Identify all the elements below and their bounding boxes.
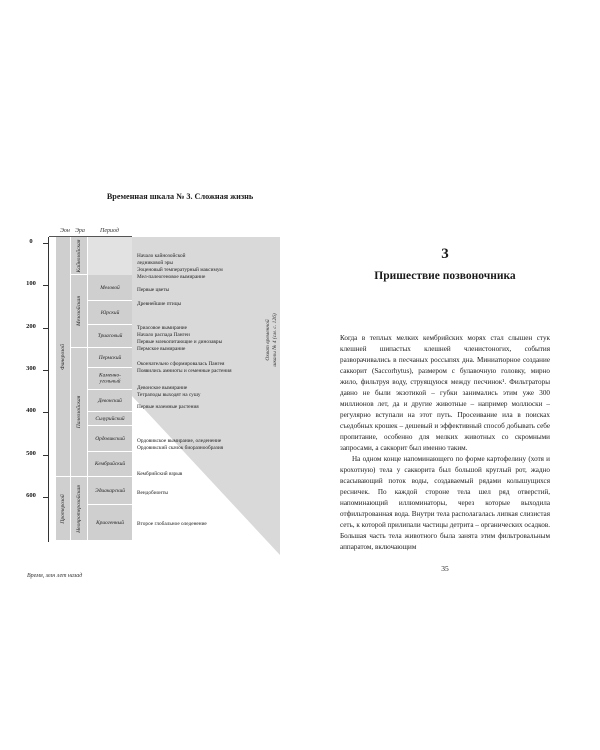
eon-phanerozoic <box>56 237 70 477</box>
coverage-label <box>265 313 279 366</box>
era-mesozoic <box>71 275 87 348</box>
body-text <box>340 333 550 553</box>
event-label: Начало распада Пангеи <box>137 332 190 338</box>
tick-mark <box>43 328 49 329</box>
period-label: Пермский <box>98 354 122 361</box>
eon-label: Фанерозой <box>60 343 66 370</box>
tick-label-600: 600 <box>26 492 36 499</box>
event-label: Вендобионты <box>137 490 168 496</box>
period-cretaceous <box>88 275 132 301</box>
tick-mark <box>43 285 49 286</box>
event-label: Триасовое вымирание <box>137 325 187 331</box>
period-label: Меловой <box>100 284 120 291</box>
figure-title: Временная шкала № 3. Сложная жизнь <box>106 192 254 201</box>
event-label: Древнейшие птицы <box>137 301 182 307</box>
event-label: Начало кайнозойской <box>137 253 186 259</box>
period-silurian <box>88 412 132 426</box>
chapter-title: Пришествие позвоночника <box>374 270 516 282</box>
event-label: Мел-палеогеновое вымирание <box>137 274 206 280</box>
tick-label-200: 200 <box>26 323 36 330</box>
era-cenozoic <box>71 237 87 275</box>
eon-proterozoic <box>56 477 70 541</box>
tick-mark <box>43 497 49 498</box>
figure-caption: Время, млн лет назад <box>27 573 83 579</box>
era-label: Палеозойская <box>76 395 82 429</box>
period-label: Юрский <box>100 309 120 316</box>
tick-mark <box>43 455 49 456</box>
event-label: Эоценовый температурный максимум <box>137 267 223 273</box>
header-period: Период <box>100 228 119 234</box>
period-label: Силурийский <box>95 415 125 422</box>
tick-label-0: 0 <box>29 238 33 245</box>
event-label: Ордовикский скачок биоразнообразия <box>137 445 224 451</box>
event-label: Кембрийский взрыв <box>137 471 183 477</box>
period-label: Девонский <box>98 397 122 404</box>
era-neoproterozoic <box>71 477 87 541</box>
paragraph: Когда в теплых мелких кембрийских морях стал слышен стук клешней шипастых клешней членистоногих, события разворачивались в песчаных россыпях дна. Миниатюрное создание саккорит (Saccorhytus), размером с булавочную головку, мирно жило, фильтруя воду, струящуюся между песчинок¹. Фильтраторы давно не были экзотикой – губки занимались этим уже 300 миллионов лет, да и другие животные – например моллюски – регулярно вступали на этот путь. Просеивание ила в поисках съедобных крошек – дешевый и эффективный способ добывать себе пропитание, особенно для мелких животных со скромными запросами, а саккорит был именно таким. <box>340 334 550 452</box>
header-era: Эра <box>75 228 85 234</box>
period-ediacaran <box>88 477 132 505</box>
period-cenozoic-blank <box>88 237 132 275</box>
event-label: Появились амниоты и семенные растения <box>137 368 232 374</box>
event-label: Пермское вымирание <box>137 346 186 352</box>
period-carboniferous <box>88 368 132 390</box>
eon-label: Протерозой <box>60 493 66 524</box>
period-ordovician <box>88 426 132 452</box>
coverage-label-line: Охват временной <box>265 319 272 361</box>
era-label: Кайнозойская <box>76 239 82 272</box>
period-permian <box>88 348 132 368</box>
event-label: Девонское вымирание <box>137 385 188 391</box>
tick-label-400: 400 <box>26 407 36 414</box>
period-jurassic <box>88 301 132 325</box>
event-label: Первые наземные растения <box>137 404 199 410</box>
period-label: Эдиакарский <box>95 487 125 494</box>
tick-label-300: 300 <box>26 365 36 372</box>
event-label: ледниковой эры <box>137 260 173 266</box>
era-label: Мезозойская <box>76 296 82 326</box>
header-eon: Эон <box>60 228 70 234</box>
coverage-label-line: шкалы № 4 (см. с. 126) <box>272 313 278 367</box>
event-label: Первые цветы <box>137 287 170 293</box>
event-label: Второе глобальное оледенение <box>137 521 207 527</box>
paragraph: На одном конце напоминающего по форме картофелину (хотя и крохотную) тела у саккорита был большой круглый рот, жадно всасывающий поток воды, создаваемый рядами колышущихся ресничек. По каждой стороне тела шел ряд отверстий, напоминающий иллюминаторы, через которые выходила отфильтрованная вода. Внутри тела располагалась липкая слизистая сеть, к которой прилипали частицы детрита – органических осадков. Большая часть тела животного была занята этим фильтровальным аппаратом, включающим <box>340 455 550 551</box>
period-label: Триасовый <box>97 332 123 339</box>
event-label: Тетраподы выходят на сушу <box>137 392 201 398</box>
tick-label-500: 500 <box>26 450 36 457</box>
tick-mark <box>43 370 49 371</box>
tick-label-100: 100 <box>26 280 36 287</box>
period-label: Каменно-угольный <box>99 372 121 385</box>
event-label: Первые млекопитающие и динозавры <box>137 339 223 345</box>
tick-mark <box>43 243 49 244</box>
period-label: Ордовикский <box>95 435 125 442</box>
era-label: Неопротерозойская <box>76 484 82 533</box>
event-label: Окончательно сформировалась Пангея <box>137 361 225 367</box>
period-cambrian <box>88 452 132 477</box>
era-paleozoic <box>71 348 87 477</box>
period-cryogenian <box>88 505 132 541</box>
period-label: Криогенный <box>96 519 124 526</box>
event-label: Ордовикское вымирание, оледенение <box>137 438 222 444</box>
period-triassic <box>88 325 132 348</box>
chapter-number: 3 <box>441 246 449 262</box>
page-number: 35 <box>441 564 449 573</box>
tick-mark <box>43 412 49 413</box>
period-devonian <box>88 390 132 412</box>
period-label: Кембрийский <box>94 460 126 467</box>
